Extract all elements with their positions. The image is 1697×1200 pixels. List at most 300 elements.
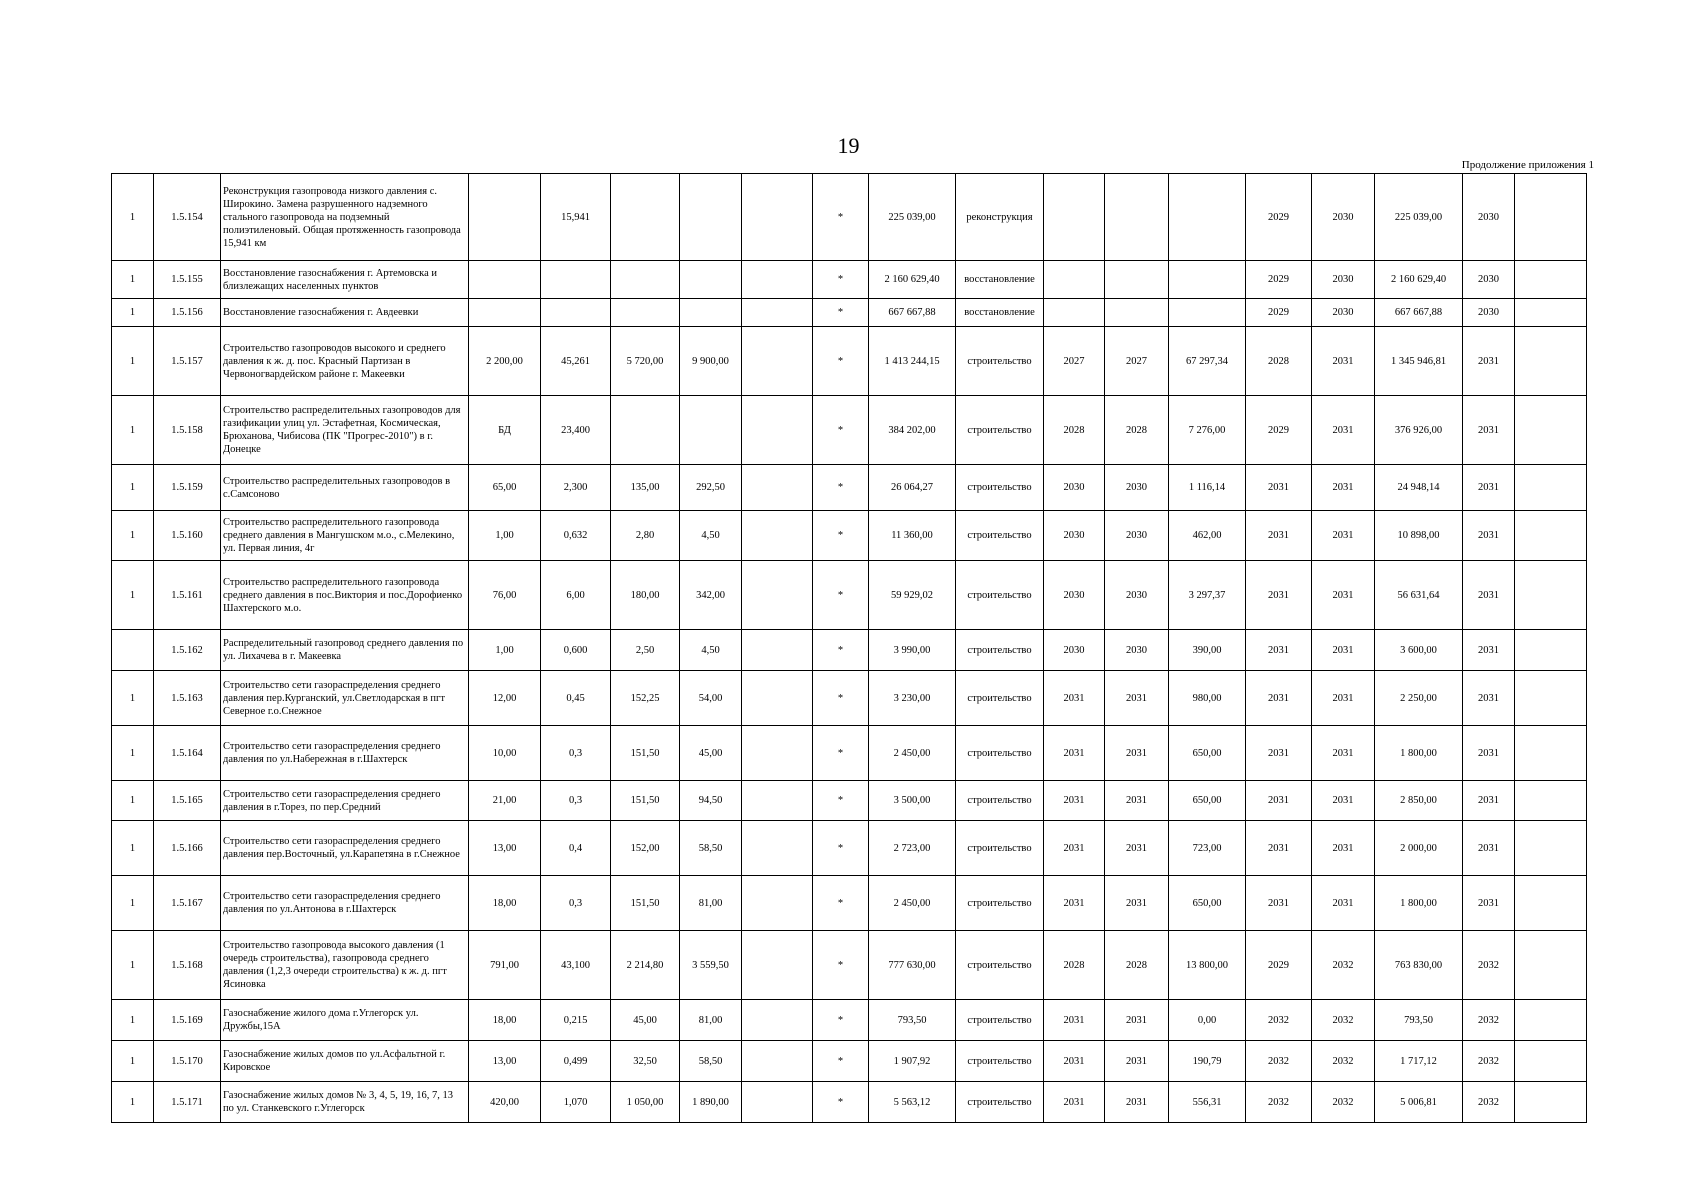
row-number-cell: 1 [112,261,154,299]
table-row [112,396,1587,465]
projects-table [111,173,1587,1123]
item-name-cell: Строительство распределительного газопровода среднего давления в Мангушском м.о., с.Мелекино, ул. Первая линия, 4г [221,511,469,561]
year-cell [1105,261,1169,299]
marker-cell: * [813,671,869,726]
length-cell: 0,632 [541,511,611,561]
year-cell: 2032 [1312,1041,1375,1082]
year-cell: 2032 [1246,1082,1312,1123]
length-cell: 0,3 [541,781,611,821]
item-code-cell: 1.5.171 [154,1082,221,1123]
value-cell: 1 050,00 [611,1082,680,1123]
year-cell: 2031 [1246,726,1312,781]
marker-cell: * [813,931,869,1000]
item-code-cell: 1.5.160 [154,511,221,561]
marker-cell: * [813,299,869,327]
year-cell: 2031 [1105,1000,1169,1041]
row-number-cell: 1 [112,561,154,630]
item-name-cell: Строительство сети газораспределения среднего давления по ул.Антонова в г.Шахтерск [221,876,469,931]
year-cell: 2031 [1463,821,1515,876]
year-cell: 2028 [1105,931,1169,1000]
item-name-cell: Строительство газопровода высокого давления (1 очередь строительства), газопровода среднего давления (1,2,3 очереди строительства) к ж. д. пгт Ясиновка [221,931,469,1000]
cost-cell: 1 413 244,15 [869,327,956,396]
year-cell: 2031 [1463,781,1515,821]
value-cell: 342,00 [680,561,742,630]
work-type-cell: строительство [956,671,1044,726]
cost-cell: 26 064,27 [869,465,956,511]
table-row [112,299,1587,327]
value-cell: 1,00 [469,511,541,561]
length-cell: 0,600 [541,630,611,671]
marker-cell: * [813,630,869,671]
year-cell: 2031 [1463,671,1515,726]
table-row [112,781,1587,821]
year-cell: 2031 [1105,821,1169,876]
item-name-cell: Восстановление газоснабжения г. Артемовска и близлежащих населенных пунктов [221,261,469,299]
stage-cost-cell: 2 000,00 [1375,821,1463,876]
year-cell: 2031 [1105,1082,1169,1123]
table-row [112,671,1587,726]
year-cell: 2032 [1463,1082,1515,1123]
year-cell: 2030 [1312,299,1375,327]
year-cell: 2031 [1312,561,1375,630]
item-code-cell: 1.5.155 [154,261,221,299]
stage-cost-cell: 390,00 [1169,630,1246,671]
empty-cell [1515,327,1587,396]
table-row [112,561,1587,630]
year-cell: 2031 [1312,726,1375,781]
table-row [112,1082,1587,1123]
stage-cost-cell: 190,79 [1169,1041,1246,1082]
year-cell: 2031 [1246,511,1312,561]
value-cell: 81,00 [680,876,742,931]
empty-cell [1515,561,1587,630]
value-cell: 18,00 [469,876,541,931]
empty-cell [742,561,813,630]
year-cell: 2028 [1246,327,1312,396]
page-number: 19 [837,133,860,158]
cost-cell: 3 990,00 [869,630,956,671]
value-cell: 45,00 [611,1000,680,1041]
table-row [112,1000,1587,1041]
stage-cost-cell: 225 039,00 [1375,174,1463,261]
value-cell [680,396,742,465]
year-cell: 2031 [1312,327,1375,396]
row-number-cell: 1 [112,1000,154,1041]
cost-cell: 667 667,88 [869,299,956,327]
stage-cost-cell: 3 600,00 [1375,630,1463,671]
value-cell: 2,80 [611,511,680,561]
work-type-cell: строительство [956,327,1044,396]
year-cell: 2030 [1105,511,1169,561]
year-cell: 2032 [1246,1041,1312,1082]
stage-cost-cell [1169,174,1246,261]
year-cell: 2030 [1044,630,1105,671]
value-cell: 151,50 [611,726,680,781]
row-number-cell: 1 [112,1041,154,1082]
year-cell: 2027 [1105,327,1169,396]
stage-cost-cell: 763 830,00 [1375,931,1463,1000]
value-cell [611,396,680,465]
stage-cost-cell: 1 800,00 [1375,726,1463,781]
item-name-cell: Распределительный газопровод среднего давления по ул. Лихачева в г. Макеевка [221,630,469,671]
cost-cell: 59 929,02 [869,561,956,630]
empty-cell [742,396,813,465]
value-cell [680,174,742,261]
work-type-cell: строительство [956,1000,1044,1041]
year-cell: 2032 [1463,931,1515,1000]
table-row [112,174,1587,261]
value-cell: 420,00 [469,1082,541,1123]
work-type-cell: строительство [956,511,1044,561]
year-cell: 2027 [1044,327,1105,396]
year-cell: 2031 [1463,630,1515,671]
length-cell: 0,45 [541,671,611,726]
year-cell: 2031 [1463,327,1515,396]
work-type-cell: строительство [956,821,1044,876]
empty-cell [1515,876,1587,931]
stage-cost-cell: 56 631,64 [1375,561,1463,630]
stage-cost-cell: 13 800,00 [1169,931,1246,1000]
item-code-cell: 1.5.166 [154,821,221,876]
value-cell: 58,50 [680,1041,742,1082]
value-cell: 81,00 [680,1000,742,1041]
empty-cell [1515,299,1587,327]
empty-cell [1515,174,1587,261]
stage-cost-cell: 667 667,88 [1375,299,1463,327]
table-row [112,1041,1587,1082]
work-type-cell: восстановление [956,261,1044,299]
year-cell: 2030 [1044,511,1105,561]
year-cell: 2031 [1246,781,1312,821]
value-cell: 151,50 [611,876,680,931]
item-name-cell: Строительство распределительных газопроводов в с.Самсоново [221,465,469,511]
value-cell: 2 200,00 [469,327,541,396]
year-cell: 2030 [1105,630,1169,671]
row-number-cell: 1 [112,174,154,261]
marker-cell: * [813,1082,869,1123]
year-cell: 2031 [1044,1041,1105,1082]
year-cell: 2031 [1044,876,1105,931]
stage-cost-cell: 723,00 [1169,821,1246,876]
item-name-cell: Строительство газопроводов высокого и среднего давления к ж. д. пос. Красный Партизан в Червоногвардейском районе г. Макеевки [221,327,469,396]
value-cell: 180,00 [611,561,680,630]
year-cell: 2030 [1463,261,1515,299]
work-type-cell: строительство [956,630,1044,671]
year-cell [1044,174,1105,261]
year-cell: 2031 [1463,876,1515,931]
stage-cost-cell: 3 297,37 [1169,561,1246,630]
empty-cell [742,465,813,511]
value-cell: 10,00 [469,726,541,781]
stage-cost-cell: 556,31 [1169,1082,1246,1123]
value-cell: 1 890,00 [680,1082,742,1123]
table-row [112,327,1587,396]
item-code-cell: 1.5.156 [154,299,221,327]
year-cell: 2030 [1044,465,1105,511]
table-row [112,931,1587,1000]
year-cell: 2029 [1246,261,1312,299]
year-cell: 2031 [1463,726,1515,781]
item-name-cell: Строительство сети газораспределения среднего давления пер.Курганский, ул.Светлодарская в пгт Северное г.о.Снежное [221,671,469,726]
empty-cell [742,174,813,261]
year-cell: 2031 [1246,821,1312,876]
item-name-cell: Строительство сети газораспределения среднего давления пер.Восточный, ул.Карапетяна в г.Снежное [221,821,469,876]
stage-cost-cell: 7 276,00 [1169,396,1246,465]
value-cell [469,299,541,327]
table-row [112,261,1587,299]
year-cell: 2032 [1312,1000,1375,1041]
stage-cost-cell: 10 898,00 [1375,511,1463,561]
item-name-cell: Строительство распределительных газопроводов для газификации улиц ул. Эстафетная, Космическая, Брюханова, Чибисова (ПК "Прогрес-2010") в г. Донецке [221,396,469,465]
year-cell: 2031 [1312,511,1375,561]
length-cell: 45,261 [541,327,611,396]
value-cell: 135,00 [611,465,680,511]
item-code-cell: 1.5.157 [154,327,221,396]
empty-cell [742,821,813,876]
marker-cell: * [813,781,869,821]
empty-cell [1515,1000,1587,1041]
value-cell: 791,00 [469,931,541,1000]
empty-cell [742,511,813,561]
marker-cell: * [813,1041,869,1082]
stage-cost-cell: 2 250,00 [1375,671,1463,726]
marker-cell: * [813,396,869,465]
year-cell: 2031 [1246,630,1312,671]
item-name-cell: Строительство распределительного газопровода среднего давления в пос.Виктория и пос.Дорофиенко Шахтерского м.о. [221,561,469,630]
work-type-cell: восстановление [956,299,1044,327]
empty-cell [742,1000,813,1041]
row-number-cell: 1 [112,726,154,781]
empty-cell [742,261,813,299]
year-cell: 2032 [1463,1000,1515,1041]
cost-cell: 2 160 629,40 [869,261,956,299]
marker-cell: * [813,511,869,561]
year-cell: 2032 [1246,1000,1312,1041]
length-cell: 2,300 [541,465,611,511]
year-cell: 2030 [1312,174,1375,261]
year-cell: 2031 [1044,1000,1105,1041]
cost-cell: 2 450,00 [869,726,956,781]
work-type-cell: строительство [956,396,1044,465]
empty-cell [742,931,813,1000]
empty-cell [742,327,813,396]
empty-cell [1515,511,1587,561]
empty-cell [1515,1041,1587,1082]
empty-cell [1515,465,1587,511]
value-cell: 18,00 [469,1000,541,1041]
value-cell: БД [469,396,541,465]
value-cell: 13,00 [469,821,541,876]
stage-cost-cell: 793,50 [1375,1000,1463,1041]
length-cell: 0,215 [541,1000,611,1041]
length-cell: 23,400 [541,396,611,465]
table-row [112,876,1587,931]
marker-cell: * [813,465,869,511]
value-cell: 4,50 [680,630,742,671]
value-cell: 58,50 [680,821,742,876]
row-number-cell [112,630,154,671]
value-cell: 76,00 [469,561,541,630]
marker-cell: * [813,327,869,396]
item-name-cell: Строительство сети газораспределения среднего давления в г.Торез, по пер.Средний [221,781,469,821]
marker-cell: * [813,261,869,299]
item-name-cell: Газоснабжение жилых домов № 3, 4, 5, 19, 16, 7, 13 по ул. Станкевского г.Углегорск [221,1082,469,1123]
work-type-cell: строительство [956,1041,1044,1082]
value-cell: 152,25 [611,671,680,726]
value-cell: 292,50 [680,465,742,511]
year-cell: 2031 [1044,781,1105,821]
item-name-cell: Реконструкция газопровода низкого давления с. Широкино. Замена разрушенного надземного стального газопровода на подземный полиэтиленовый. Общая протяженность газопровода 15,941 км [221,174,469,261]
value-cell: 151,50 [611,781,680,821]
marker-cell: * [813,876,869,931]
length-cell [541,299,611,327]
year-cell [1105,299,1169,327]
row-number-cell: 1 [112,931,154,1000]
item-code-cell: 1.5.164 [154,726,221,781]
year-cell: 2031 [1044,726,1105,781]
empty-cell [742,876,813,931]
item-code-cell: 1.5.165 [154,781,221,821]
cost-cell: 384 202,00 [869,396,956,465]
year-cell: 2032 [1463,1041,1515,1082]
marker-cell: * [813,561,869,630]
item-name-cell: Строительство сети газораспределения среднего давления по ул.Набережная в г.Шахтерск [221,726,469,781]
empty-cell [1515,630,1587,671]
length-cell: 15,941 [541,174,611,261]
value-cell: 45,00 [680,726,742,781]
row-number-cell: 1 [112,781,154,821]
row-number-cell: 1 [112,327,154,396]
year-cell: 2031 [1044,671,1105,726]
stage-cost-cell: 980,00 [1169,671,1246,726]
stage-cost-cell: 1 116,14 [1169,465,1246,511]
stage-cost-cell: 67 297,34 [1169,327,1246,396]
length-cell: 43,100 [541,931,611,1000]
empty-cell [1515,781,1587,821]
cost-cell: 793,50 [869,1000,956,1041]
year-cell: 2031 [1312,630,1375,671]
year-cell: 2028 [1105,396,1169,465]
year-cell: 2030 [1105,561,1169,630]
item-code-cell: 1.5.167 [154,876,221,931]
stage-cost-cell: 5 006,81 [1375,1082,1463,1123]
year-cell: 2031 [1105,876,1169,931]
year-cell: 2031 [1246,561,1312,630]
item-name-cell: Газоснабжение жилых домов по ул.Асфальтной г. Кировское [221,1041,469,1082]
stage-cost-cell [1169,299,1246,327]
year-cell: 2031 [1312,465,1375,511]
year-cell [1105,174,1169,261]
work-type-cell: строительство [956,465,1044,511]
item-code-cell: 1.5.170 [154,1041,221,1082]
empty-cell [742,630,813,671]
cost-cell: 777 630,00 [869,931,956,1000]
work-type-cell: строительство [956,876,1044,931]
row-number-cell: 1 [112,465,154,511]
item-code-cell: 1.5.163 [154,671,221,726]
year-cell: 2031 [1044,821,1105,876]
year-cell: 2030 [1044,561,1105,630]
year-cell: 2031 [1312,671,1375,726]
year-cell: 2031 [1044,1082,1105,1123]
marker-cell: * [813,174,869,261]
marker-cell: * [813,726,869,781]
year-cell: 2031 [1463,561,1515,630]
year-cell: 2031 [1246,465,1312,511]
stage-cost-cell: 1 717,12 [1375,1041,1463,1082]
value-cell: 4,50 [680,511,742,561]
empty-cell [1515,821,1587,876]
year-cell: 2028 [1044,931,1105,1000]
value-cell: 94,50 [680,781,742,821]
value-cell: 9 900,00 [680,327,742,396]
value-cell: 32,50 [611,1041,680,1082]
year-cell: 2032 [1312,1082,1375,1123]
year-cell: 2031 [1246,671,1312,726]
stage-cost-cell: 1 800,00 [1375,876,1463,931]
year-cell: 2031 [1463,465,1515,511]
value-cell [680,299,742,327]
value-cell: 21,00 [469,781,541,821]
work-type-cell: строительство [956,931,1044,1000]
cost-cell: 3 230,00 [869,671,956,726]
year-cell: 2031 [1312,876,1375,931]
marker-cell: * [813,1000,869,1041]
stage-cost-cell [1169,261,1246,299]
item-code-cell: 1.5.159 [154,465,221,511]
year-cell: 2030 [1105,465,1169,511]
year-cell: 2030 [1463,299,1515,327]
cost-cell: 11 360,00 [869,511,956,561]
year-cell: 2029 [1246,299,1312,327]
year-cell: 2030 [1463,174,1515,261]
year-cell: 2029 [1246,174,1312,261]
row-number-cell: 1 [112,299,154,327]
year-cell: 2031 [1312,396,1375,465]
value-cell [611,261,680,299]
table-row [112,726,1587,781]
length-cell [541,261,611,299]
stage-cost-cell: 2 160 629,40 [1375,261,1463,299]
year-cell: 2031 [1246,876,1312,931]
empty-cell [1515,261,1587,299]
item-code-cell: 1.5.154 [154,174,221,261]
length-cell: 0,499 [541,1041,611,1082]
empty-cell [1515,1082,1587,1123]
stage-cost-cell: 650,00 [1169,876,1246,931]
stage-cost-cell: 0,00 [1169,1000,1246,1041]
work-type-cell: строительство [956,726,1044,781]
item-name-cell: Восстановление газоснабжения г. Авдеевки [221,299,469,327]
item-code-cell: 1.5.158 [154,396,221,465]
cost-cell: 2 450,00 [869,876,956,931]
value-cell: 13,00 [469,1041,541,1082]
stage-cost-cell: 376 926,00 [1375,396,1463,465]
cost-cell: 3 500,00 [869,781,956,821]
table-row [112,821,1587,876]
row-number-cell: 1 [112,821,154,876]
row-number-cell: 1 [112,396,154,465]
stage-cost-cell: 2 850,00 [1375,781,1463,821]
value-cell [469,261,541,299]
year-cell: 2031 [1105,781,1169,821]
year-cell: 2031 [1105,671,1169,726]
year-cell: 2030 [1312,261,1375,299]
item-name-cell: Газоснабжение жилого дома г.Углегорск ул. Дружбы,15А [221,1000,469,1041]
table-body [112,174,1587,1123]
empty-cell [742,726,813,781]
empty-cell [742,1082,813,1123]
